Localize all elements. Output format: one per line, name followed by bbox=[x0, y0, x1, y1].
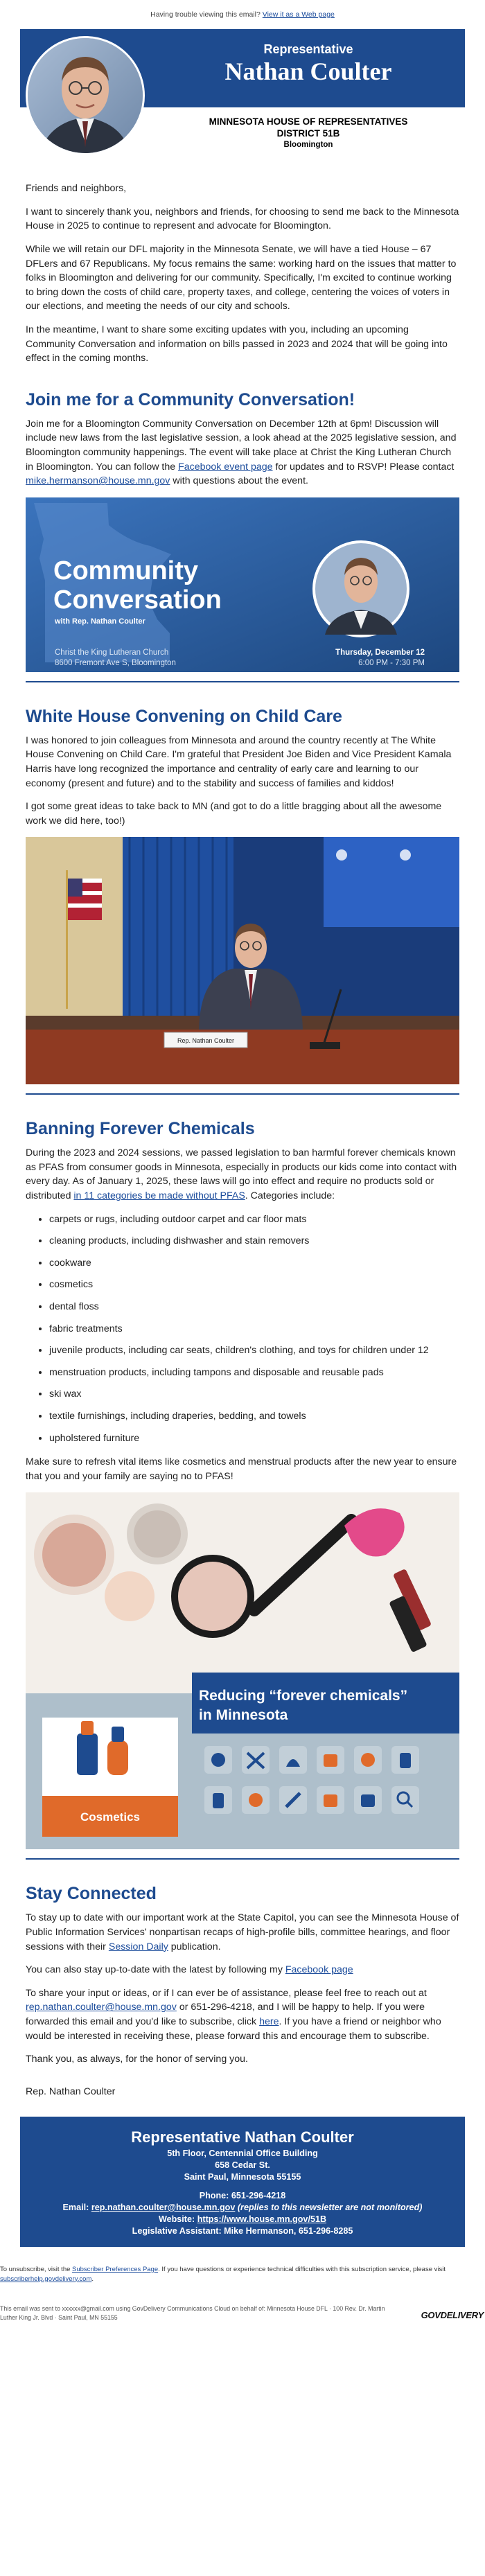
subscribe-here-link[interactable]: here bbox=[259, 2015, 279, 2027]
section-divider bbox=[26, 1858, 459, 1860]
signoff: Rep. Nathan Coulter bbox=[26, 2085, 116, 2097]
rep-email-link[interactable]: rep.nathan.coulter@house.mn.gov bbox=[26, 2002, 177, 2013]
facebook-event-link[interactable]: Facebook event page bbox=[178, 461, 273, 473]
footer-email-link[interactable]: rep.nathan.coulter@house.mn.gov bbox=[91, 2202, 236, 2212]
childcare-heading: White House Convening on Child Care bbox=[26, 706, 342, 726]
footer-name: Representative Nathan Coulter bbox=[131, 2128, 354, 2146]
footer-assistant: Legislative Assistant: Mike Hermanson, 651-296-8285 bbox=[132, 2225, 353, 2236]
newsletter-footer bbox=[20, 2117, 465, 2247]
top-note-text: Having trouble viewing this email? bbox=[150, 10, 261, 19]
connected-text-3c: . If you have a friend or neighbor who would be interested in receiving these, please forward this and encourage them to subscribe. bbox=[26, 2015, 441, 2042]
connected-text-1b: publication. bbox=[168, 1941, 221, 1952]
footer-phone: Phone: 651-296-4218 bbox=[199, 2190, 286, 2200]
list-item: • carpets or rugs, including outdoor carpet and car floor mats bbox=[49, 1212, 459, 1227]
community-conversation-graphic bbox=[26, 497, 459, 672]
connected-text-3a: To share your input or ideas, or if I can ever be of assistance, please feel free to reach out at bbox=[26, 1987, 427, 1999]
section-divider bbox=[26, 681, 459, 682]
header-city: Bloomington bbox=[283, 140, 333, 149]
connected-text-3b: or 651-296-4218, and I will be happy to help. If you were forwarded this email and you'd like to subscribe, click bbox=[26, 2002, 425, 2027]
greeting: Friends and neighbors, bbox=[26, 183, 127, 195]
pfas-categories-link[interactable]: in 11 categories be made without PFAS bbox=[73, 1190, 245, 1202]
header-title: Representative bbox=[263, 42, 353, 57]
subscriber-preferences-link[interactable]: Subscriber Preferences Page bbox=[72, 2265, 159, 2273]
view-web-page-link[interactable]: View it as a Web page bbox=[262, 10, 335, 19]
footer-address-2: 658 Cedar St. bbox=[215, 2160, 270, 2170]
cc-graphic-time: 6:00 PM - 7:30 PM bbox=[358, 658, 425, 667]
community-text-b: for updates and to RSVP! Please contact bbox=[272, 461, 455, 473]
cc-graphic-subtitle: with Rep. Nathan Coulter bbox=[55, 617, 146, 626]
header-district: DISTRICT 51B bbox=[276, 128, 340, 139]
community-text-a: Join me for a Bloomington Community Conversation on December 12th at 6pm! Discussion will include new laws from the last legislative session, a look ahead at the 2025 legislative session, and Bloomington community happenings. The event will take place at Christ the King Lutheran Church in Bloomington. You can follow the bbox=[26, 418, 457, 473]
list-item: • cleaning products, including dishwasher and stain removers bbox=[49, 1234, 459, 1249]
forever-chemicals-graphic bbox=[26, 1492, 459, 1849]
pf-banner-line-2: in Minnesota bbox=[199, 1707, 288, 1724]
list-item: • juvenile products, including car seats, children's clothing, and toys for children under 12 bbox=[49, 1343, 459, 1358]
white-house-photo bbox=[26, 837, 459, 1084]
cc-graphic-venue: Christ the King Lutheran Church bbox=[55, 648, 169, 657]
cc-graphic-title-1: Community bbox=[53, 556, 198, 585]
unsub-text-a: To unsubscribe, visit the bbox=[0, 2265, 73, 2273]
nameplate-text: Rep. Nathan Coulter bbox=[177, 1037, 235, 1045]
unsub-text-c: . bbox=[91, 2275, 94, 2283]
connected-text-2a: You can also stay up-to-date with the latest by following my bbox=[26, 1964, 285, 1976]
list-item: • menstruation products, including tampons and disposable and reusable pads bbox=[49, 1366, 459, 1380]
list-item: • ski wax bbox=[49, 1387, 459, 1402]
pfas-intro-text-b: . Categories include: bbox=[245, 1190, 335, 1202]
header-district-block bbox=[152, 116, 465, 150]
pfas-outro: Make sure to refresh vital items like cosmetics and menstrual products after the new year to ensure that you and your family are saying no to PFAS! bbox=[26, 1456, 457, 1482]
connected-paragraph-4: Thank you, as always, for the honor of serving you. bbox=[26, 2054, 248, 2065]
header-house: MINNESOTA HOUSE OF REPRESENTATIVES bbox=[209, 116, 408, 127]
list-item: • cookware bbox=[49, 1256, 459, 1271]
connected-heading: Stay Connected bbox=[26, 1884, 157, 1904]
list-item: • fabric treatments bbox=[49, 1322, 459, 1336]
footer-website-line bbox=[34, 2214, 451, 2225]
footer-email-note: (replies to this newsletter are not monitored) bbox=[235, 2202, 423, 2212]
list-item: • upholstered furniture bbox=[49, 1431, 459, 1446]
unsub-text-b: . If you have questions or experience technical difficulties with this subscription service, please visit bbox=[158, 2265, 446, 2273]
pf-cosmetics-label: Cosmetics bbox=[80, 1810, 140, 1824]
govdelivery-logo: GOVDELIVERY bbox=[421, 2310, 484, 2321]
email-bottom-bar bbox=[0, 2284, 485, 2328]
cc-graphic-title-2: Conversation bbox=[53, 585, 222, 615]
footer-email-line bbox=[34, 2202, 451, 2214]
childcare-paragraph-2: I got some great ideas to take back to MN (and got to do a little bragging about all the awesome work we did here, too!) bbox=[26, 801, 442, 827]
footer-address-3: Saint Paul, Minnesota 55155 bbox=[184, 2171, 301, 2182]
section-divider bbox=[26, 1093, 459, 1095]
footer-email-label: Email: bbox=[62, 2202, 91, 2212]
connected-paragraph-1 bbox=[26, 1911, 459, 1954]
cc-graphic-date: Thursday, December 12 bbox=[335, 648, 425, 657]
pf-banner-line-1: Reducing “forever chemicals” bbox=[199, 1688, 408, 1704]
list-item: • dental floss bbox=[49, 1300, 459, 1314]
pfas-heading: Banning Forever Chemicals bbox=[26, 1119, 255, 1139]
sent-to-notice: This email was sent to xxxxxx@gmail.com using GovDelivery Communications Cloud on behalf of: Minnesota House DFL · 100 Rev. Dr. Martin Luther King Jr. Blvd · Saint Paul, MN 55155 bbox=[0, 2305, 385, 2322]
community-text-c: with questions about the event. bbox=[170, 475, 308, 487]
facebook-page-link[interactable]: Facebook page bbox=[285, 1964, 353, 1976]
session-daily-link[interactable]: Session Daily bbox=[108, 1941, 168, 1952]
community-paragraph bbox=[26, 417, 459, 488]
pfas-intro-text-a: During the 2023 and 2024 sessions, we passed legislation to ban harmful forever chemicals known as PFAS from consumer goods in Minnesota, especially in products our kids come into contact with every day. As of January 1, 2025, these laws will go into effect and require no products sold or distributed bbox=[26, 1147, 457, 1202]
list-item: • textile furnishings, including draperies, bedding, and towels bbox=[49, 1409, 459, 1424]
connected-text-1a: To stay up to date with our important work at the State Capitol, you can see the Minnesota House of Public Information Services' nonpartisan recaps of high-profile bills, committee hearings, and floor sessions with their bbox=[26, 1912, 459, 1952]
rep-portrait bbox=[26, 36, 145, 155]
pfas-intro bbox=[26, 1146, 459, 1203]
subscriber-help-link[interactable]: subscriberhelp.govdelivery.com bbox=[0, 2275, 92, 2283]
footer-website-link[interactable]: https://www.house.mn.gov/51B bbox=[197, 2214, 327, 2224]
intro-paragraph-1: I want to sincerely thank you, neighbors and friends, for choosing to send me back to the Minnesota House in 2025 to continue to represent and advocate for Bloomington. bbox=[26, 206, 459, 232]
intro-paragraph-3: In the meantime, I want to share some exciting updates with you, including an upcoming Community Conversation and information on bills passed in 2023 and 2024 that will be going into effect in the coming months. bbox=[26, 324, 448, 364]
connected-paragraph-3 bbox=[26, 1986, 459, 2043]
footer-website-label: Website: bbox=[158, 2214, 197, 2224]
header-rep-name: Nathan Coulter bbox=[224, 58, 392, 86]
childcare-paragraph-1: I was honored to join colleagues from Minnesota and around the country recently at The White House Convening on Child Care. I'm grateful that President Joe Biden and Vice President Kamala Harris have long recognized the importance and centrality of early care and learning to our economy (present and future) and to the stability and success of families and kiddos! bbox=[26, 734, 452, 789]
intro-paragraph-2: While we will retain our DFL majority in the Minnesota Senate, we will have a tied House – 67 DFLers and 67 Republicans. My focus remains the same: working hard on the issues that matter to folks in Bloomington and delivering for our community. Specifically, I'm excited to continue working to bring down the costs of child care, property taxes, and college, centering the voices of voters in our elections, and meeting the needs of our city and schools. bbox=[26, 244, 457, 312]
pfas-category-list bbox=[26, 1212, 459, 1446]
connected-paragraph-2 bbox=[26, 1963, 459, 1977]
unsubscribe-notice bbox=[0, 2247, 485, 2284]
cc-graphic-address: 8600 Fremont Ave S, Bloomington bbox=[55, 658, 176, 667]
community-heading: Join me for a Community Conversation! bbox=[26, 389, 355, 409]
list-item: • cosmetics bbox=[49, 1278, 459, 1292]
footer-address-1: 5th Floor, Centennial Office Building bbox=[167, 2148, 318, 2158]
top-note bbox=[0, 0, 485, 29]
event-contact-email-link[interactable]: mike.hermanson@house.mn.gov bbox=[26, 475, 170, 487]
newsletter-header bbox=[20, 29, 465, 182]
